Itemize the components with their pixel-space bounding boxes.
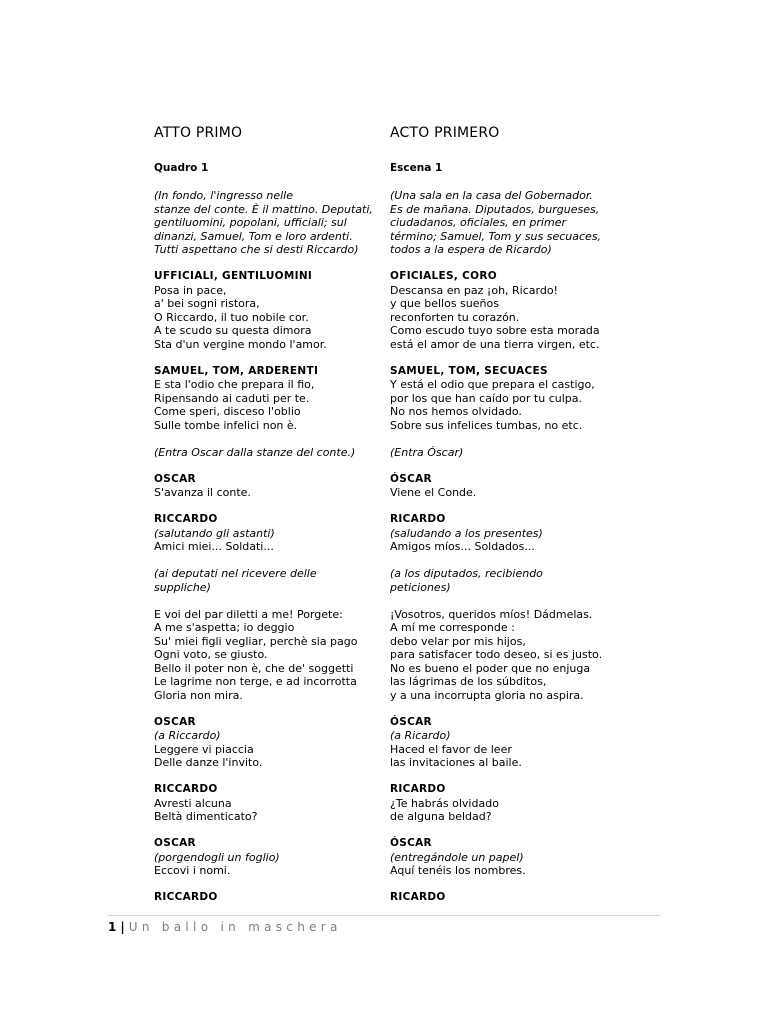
act-title-italian: ATTO PRIMO [154, 125, 243, 141]
verse-line: Viene el Conde. [390, 486, 477, 499]
speech-block [390, 608, 622, 703]
speech-block [390, 783, 622, 824]
speech-block [154, 608, 384, 703]
stage-direction-line: stanze del conte. È il mattino. Deputati, [154, 202, 373, 216]
verse-line: Su' miei figli vegliar, perchè sia pago [154, 634, 358, 648]
verse-line: Ogni voto, se giusto. [154, 648, 268, 661]
speaker-name: RICCARDO [154, 783, 218, 795]
stage-direction-line: término; Samuel, Tom y sus secuaces, [390, 229, 602, 243]
stage-direction: (a Riccardo) [154, 729, 221, 742]
verse-line: Posa in pace, [154, 283, 227, 297]
scene-title-spanish: Escena 1 [390, 162, 443, 174]
verse-line: Gloria non mira. [154, 688, 243, 702]
page-footer [108, 919, 342, 935]
verse-line: Eccovi i nomi. [154, 864, 231, 877]
verse-line: Sulle tombe infelici non è. [154, 418, 298, 432]
verse-line: Descansa en paz ¡oh, Ricardo! [390, 283, 558, 297]
speaker-name: RICCARDO [154, 891, 218, 903]
verse-line: No nos hemos olvidado. [390, 405, 522, 418]
verse-line: a' bei sogni ristora, [154, 297, 260, 310]
verse-line: Haced el favor de leer [390, 742, 512, 756]
verse-line: Como escudo tuyo sobre esta morada [390, 324, 600, 337]
stage-direction-block [154, 567, 384, 594]
verse-line: ¿Te habrás olvidado [390, 796, 499, 810]
stage-direction-line: Tutti aspettano che si desti Riccardo) [154, 243, 359, 256]
stage-direction-block [390, 567, 622, 594]
verse-line: Aquí tenéis los nombres. [390, 864, 526, 877]
scene-title-italian: Quadro 1 [154, 162, 209, 174]
italian-column [154, 124, 384, 918]
stage-direction: (porgendogli un foglio) [154, 850, 280, 864]
stage-direction-line: (a los diputados, recibiendo [390, 567, 543, 580]
verse-line: Beltà dimenticato? [154, 810, 258, 823]
verse-line: está el amor de una tierra virgen, etc. [390, 337, 600, 351]
verse-line: E sta l'odio che prepara il fio, [154, 378, 315, 391]
stage-direction-line: (Una sala en la casa del Gobernador. [390, 189, 593, 202]
stage-direction-line: (ai deputati nel ricevere delle [154, 567, 317, 580]
speech-block [154, 891, 384, 905]
stage-direction-block [154, 446, 384, 460]
verse-line: debo velar por mis hijos, [390, 634, 526, 648]
verse-line: Leggere vi piaccia [154, 742, 254, 756]
stage-direction: (salutando gli astanti) [154, 526, 275, 540]
verse-line: No es bueno el poder que no enjuga [390, 661, 591, 675]
verse-line: Avresti alcuna [154, 796, 232, 810]
speaker-name: RICCARDO [154, 513, 218, 525]
stage-direction-line: Es de mañana. Diputados, burgueses, [390, 202, 600, 216]
stage-direction-line: suppliche) [154, 580, 211, 594]
speech-block [390, 891, 622, 905]
stage-direction-line: ciudadanos, oficiales, en primer [390, 216, 566, 229]
verse-line: Ripensando ai caduti per te. [154, 391, 310, 405]
verse-line: Le lagrime non terge, e ad incorrotta [154, 675, 357, 688]
page-number: 1 [108, 920, 117, 934]
verse-line: Come speri, disceso l'oblio [154, 405, 301, 418]
verse-line: de alguna beldad? [390, 810, 492, 823]
stage-direction-block [390, 189, 622, 257]
document-title: Un ballo in maschera [128, 920, 342, 934]
stage-direction-line: dinanzi, Samuel, Tom e loro ardenti. [154, 229, 353, 243]
speaker-name: ÓSCAR [390, 837, 432, 849]
stage-direction-block [154, 189, 384, 257]
verse-line: O Riccardo, il tuo nobile cor. [154, 310, 309, 324]
verse-line: A me s'aspetta; io deggio [154, 621, 295, 634]
speech-block [390, 365, 622, 433]
speaker-name: OSCAR [154, 715, 196, 728]
stage-direction-line: peticiones) [390, 580, 451, 594]
verse-line: Y está el odio que prepara el castigo, [390, 378, 595, 391]
speech-block [154, 783, 384, 824]
speaker-name: ÓSCAR [390, 472, 432, 485]
speaker-name: SAMUEL, TOM, SECUACES [390, 364, 548, 377]
speaker-name: ÓSCAR [390, 715, 432, 728]
speech-block [390, 270, 622, 351]
speech-block [154, 270, 384, 351]
verse-line: las lágrimas de los súbditos, [390, 675, 547, 688]
speech-block [154, 473, 384, 500]
speaker-name: RICARDO [390, 783, 446, 795]
speaker-name: RICARDO [390, 513, 446, 525]
verse-line: ¡Vosotros, queridos míos! Dádmelas. [390, 607, 593, 621]
speech-block [154, 716, 384, 770]
libretto-blocks-spanish [390, 189, 622, 905]
stage-direction: (entregándole un papel) [390, 850, 524, 864]
speech-block [154, 513, 384, 554]
verse-line: Delle danze l'invito. [154, 756, 263, 769]
verse-line: A te scudo su questa dimora [154, 324, 312, 337]
stage-direction-line: gentiluomini, popolani, ufficiali; sul [154, 216, 347, 229]
stage-direction-line: todos a la espera de Ricardo) [390, 243, 552, 256]
stage-direction: (saludando a los presentes) [390, 526, 543, 540]
stage-direction: (a Ricardo) [390, 729, 451, 742]
stage-direction-line: (Entra Óscar) [390, 445, 464, 459]
verse-line: Amigos míos... Soldados... [390, 540, 535, 553]
verse-line: A mí me corresponde : [390, 621, 515, 634]
verse-line: S'avanza il conte. [154, 486, 251, 499]
verse-line: y a una incorrupta gloria no aspira. [390, 688, 584, 702]
libretto-blocks-italian [154, 189, 384, 905]
verse-line: las invitaciones al baile. [390, 756, 522, 769]
footer-divider [108, 915, 660, 916]
speaker-name: RICARDO [390, 891, 446, 903]
speaker-name: SAMUEL, TOM, ARDERENTI [154, 364, 319, 377]
speech-block [390, 513, 622, 554]
stage-direction-block [390, 446, 622, 460]
verse-line: y que bellos sueños [390, 297, 499, 310]
stage-direction-line: (In fondo, l'ingresso nelle [154, 189, 293, 202]
spanish-column [390, 124, 622, 918]
footer-separator: | [120, 920, 125, 934]
speech-block [154, 365, 384, 433]
stage-direction-line: (Entra Oscar dalla stanze del conte.) [154, 445, 356, 459]
speaker-name: OSCAR [154, 472, 196, 485]
verse-line: Sta d'un vergine mondo l'amor. [154, 337, 327, 351]
speaker-name: UFFICIALI, GENTILUOMINI [154, 270, 313, 282]
speech-block [390, 837, 622, 878]
speech-block [390, 473, 622, 500]
speech-block [154, 837, 384, 878]
verse-line: E voi del par diletti a me! Porgete: [154, 607, 343, 621]
verse-line: para satisfacer todo deseo, si es justo. [390, 648, 603, 661]
speaker-name: OFICIALES, CORO [390, 270, 497, 282]
verse-line: por los que han caído por tu culpa. [390, 391, 583, 405]
speaker-name: OSCAR [154, 837, 196, 849]
speech-block [390, 716, 622, 770]
verse-line: Bello il poter non è, che de' soggetti [154, 661, 354, 675]
verse-line: reconforten tu corazón. [390, 310, 520, 324]
verse-line: Sobre sus infelices tumbas, no etc. [390, 418, 583, 432]
verse-line: Amici miei... Soldati... [154, 540, 274, 553]
act-title-spanish: ACTO PRIMERO [390, 125, 500, 141]
